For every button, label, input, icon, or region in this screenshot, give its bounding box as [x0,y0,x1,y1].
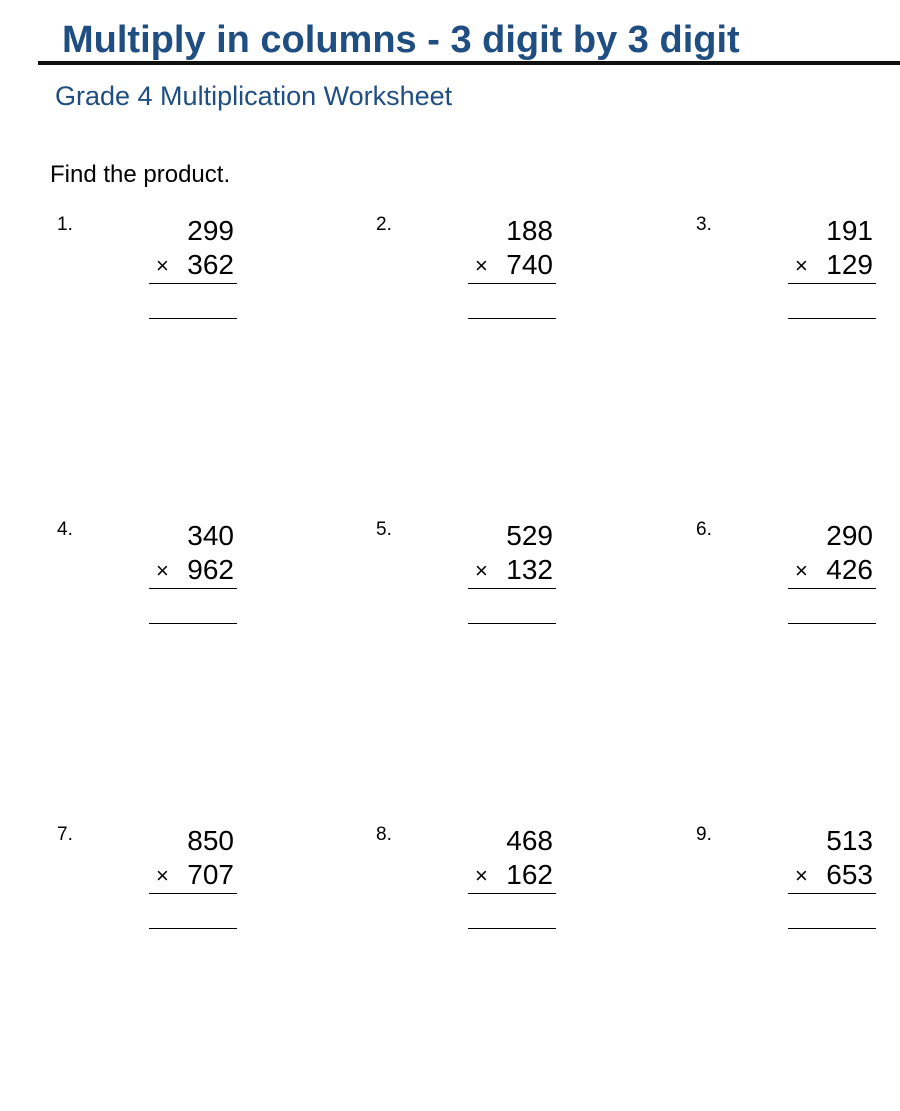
product-line [468,893,556,894]
multiplier: 362 [187,249,234,280]
multiplier: 132 [506,554,553,585]
multiplication-problem [376,824,556,944]
answer-blank[interactable] [468,318,556,319]
problem-number: 7. [57,824,73,845]
multiplier-row [468,858,556,892]
product-line [788,588,876,589]
multiplier: 962 [187,554,234,585]
problem-number: 3. [696,214,712,235]
problem-number: 6. [696,519,712,540]
multiplier-row [149,858,237,892]
multiplier: 707 [187,859,234,890]
answer-blank[interactable] [788,318,876,319]
multiplier: 426 [826,554,873,585]
multiplier: 740 [506,249,553,280]
times-sign: × [795,558,808,583]
product-line [149,283,237,284]
multiplicand: 299 [187,215,234,246]
multiplicand: 529 [506,520,553,551]
times-sign: × [475,558,488,583]
multiplication-problem [57,214,237,334]
answer-blank[interactable] [149,623,237,624]
product-line [468,588,556,589]
problem-number: 5. [376,519,392,540]
multiplier-row [788,553,876,587]
problem-number: 8. [376,824,392,845]
problem-number: 1. [57,214,73,235]
multiplier: 653 [826,859,873,890]
instructions: Find the product. [50,161,231,188]
multiplication-problem [696,824,876,944]
product-line [149,588,237,589]
multiplication-problem [57,519,237,639]
answer-blank[interactable] [788,623,876,624]
times-sign: × [795,863,808,888]
problem-number: 9. [696,824,712,845]
answer-blank[interactable] [468,928,556,929]
multiplier-row [149,248,237,282]
product-line [149,893,237,894]
answer-blank[interactable] [149,318,237,319]
times-sign: × [156,558,169,583]
multiplication-problem [696,519,876,639]
answer-blank[interactable] [788,928,876,929]
product-line [788,893,876,894]
multiplier-row [149,553,237,587]
multiplier: 129 [826,249,873,280]
multiplier-row [788,858,876,892]
multiplicand: 191 [826,215,873,246]
times-sign: × [795,253,808,278]
multiplicand: 340 [187,520,234,551]
multiplier: 162 [506,859,553,890]
worksheet-title: Multiply in columns - 3 digit by 3 digit [62,19,740,61]
worksheet-subtitle: Grade 4 Multiplication Worksheet [55,81,453,111]
problem-number: 2. [376,214,392,235]
multiplicand: 513 [826,825,873,856]
multiplicand: 850 [187,825,234,856]
multiplication-problem [376,214,556,334]
multiplier-row [468,248,556,282]
times-sign: × [475,863,488,888]
times-sign: × [475,253,488,278]
times-sign: × [156,863,169,888]
title-underline [38,61,900,65]
multiplier-row [468,553,556,587]
multiplicand: 468 [506,825,553,856]
multiplier-row [788,248,876,282]
problem-number: 4. [57,519,73,540]
product-line [468,283,556,284]
multiplicand: 188 [506,215,553,246]
answer-blank[interactable] [468,623,556,624]
multiplication-problem [696,214,876,334]
product-line [788,283,876,284]
multiplication-problem [376,519,556,639]
multiplicand: 290 [826,520,873,551]
times-sign: × [156,253,169,278]
answer-blank[interactable] [149,928,237,929]
multiplication-problem [57,824,237,944]
